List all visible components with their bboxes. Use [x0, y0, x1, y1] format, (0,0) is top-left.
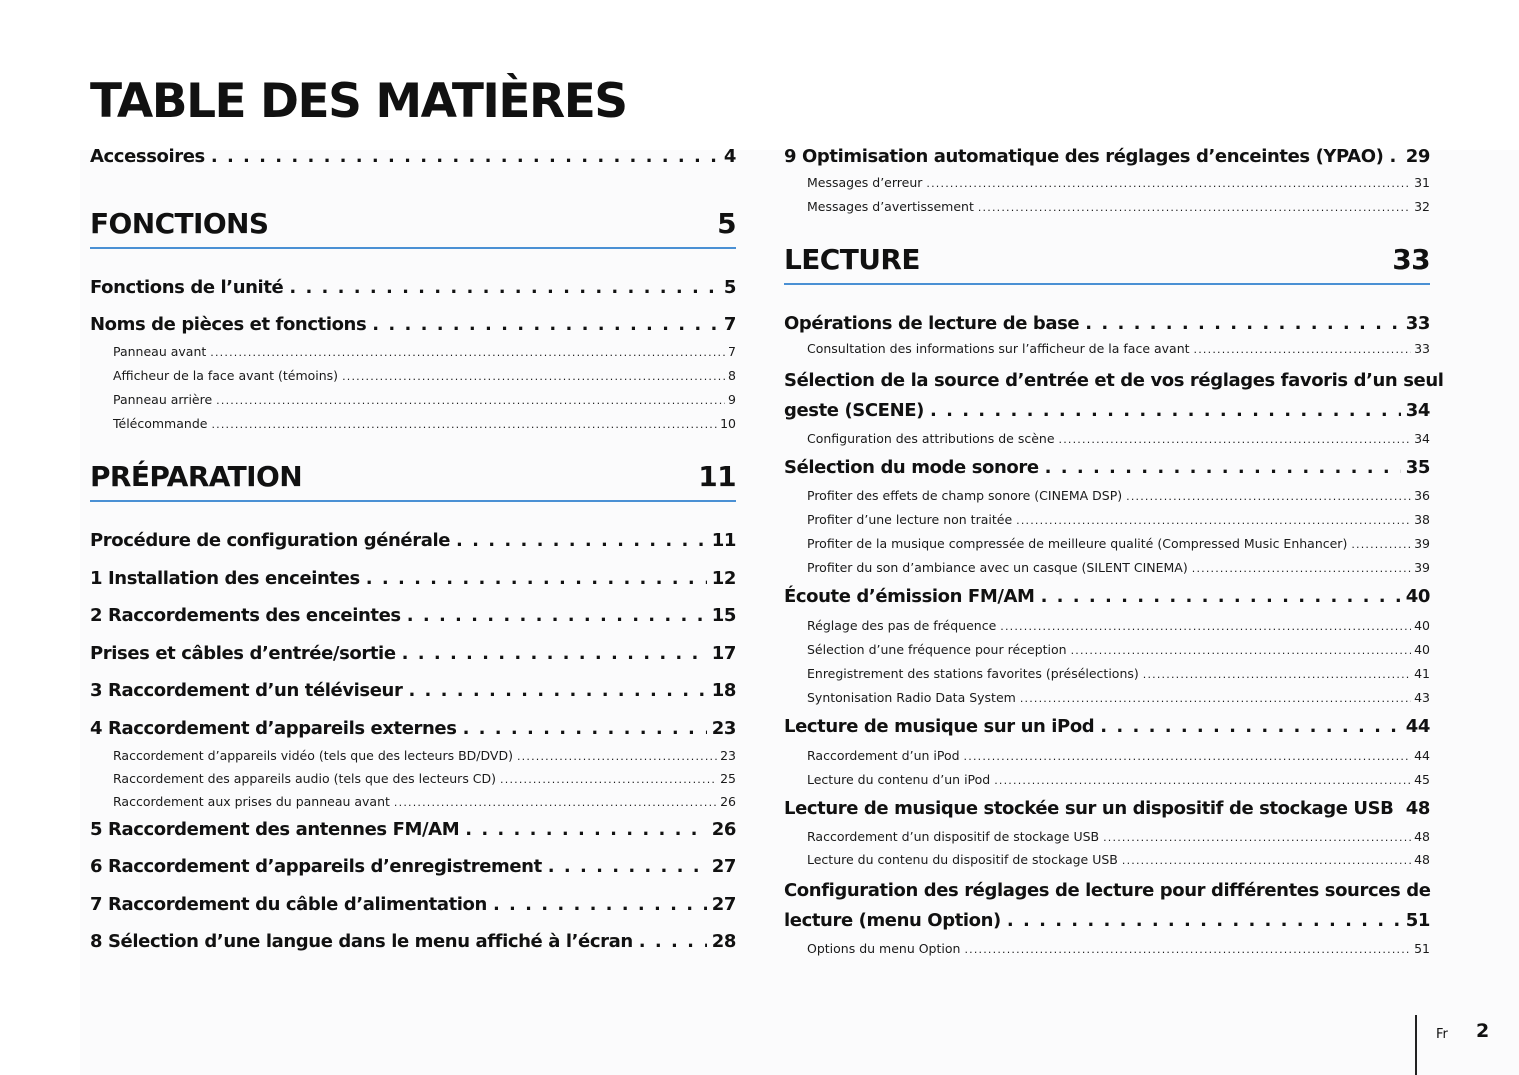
toc-sub-entry[interactable]: Panneau arrière ..... 9	[90, 390, 736, 414]
toc-entry[interactable]: Prises et câbles d’entrée/sortie . . . 17	[90, 639, 736, 677]
language-label: Fr	[1436, 1027, 1448, 1042]
toc-sub-entry[interactable]: Consultation des informations sur l’afficheur de la face avant ..... 33	[784, 339, 1430, 363]
toc-sub-entry[interactable]: Sélection d’une fréquence pour réception ..... 40	[784, 640, 1430, 664]
toc-sub-entry[interactable]: Profiter de la musique compressée de meilleure qualité (Compressed Music Enhancer) ..... 39	[784, 534, 1430, 558]
toc-sub-entry[interactable]: Messages d’erreur ..... 31	[784, 173, 1430, 197]
page-number: 2	[1476, 1020, 1490, 1042]
toc-entry[interactable]: Sélection de la source d’entrée et de vos réglages favoris d’un seul geste (SCENE) . . . 34	[784, 366, 1430, 426]
toc-sub-entry[interactable]: Afficheur de la face avant (témoins) ..... 8	[90, 366, 736, 390]
toc-sub-entry[interactable]: Options du menu Option ..... 51	[784, 939, 1430, 963]
toc-entry[interactable]: 2 Raccordements des enceintes . . . 15	[90, 601, 736, 639]
toc-entry[interactable]: Noms de pièces et fonctions . . . 7	[90, 310, 736, 342]
toc-entry[interactable]: Accessoires . . . 4	[90, 142, 736, 180]
toc-sub-entry[interactable]: Réglage des pas de fréquence ..... 40	[784, 616, 1430, 640]
toc-entry[interactable]: Lecture de musique stockée sur un dispositif de stockage USB . . . 48	[784, 794, 1430, 827]
toc-left-column	[90, 142, 736, 965]
toc-entry[interactable]: 6 Raccordement d’appareils d’enregistrement . . . 27	[90, 852, 736, 890]
toc-entry[interactable]: Lecture de musique sur un iPod . . . 44	[784, 712, 1430, 746]
toc-entry[interactable]: Procédure de configuration générale . . . 11	[90, 526, 736, 564]
toc-sub-entry[interactable]: Profiter d’une lecture non traitée ..... 38	[784, 510, 1430, 534]
section-heading-fonctions: FONCTIONS 5	[90, 207, 736, 249]
toc-sub-entry[interactable]: Raccordement d’appareils vidéo (tels que des lecteurs BD/DVD) ..... 23	[90, 746, 736, 769]
toc-right-column	[784, 142, 1444, 963]
toc-sub-entry[interactable]: Panneau avant ..... 7	[90, 342, 736, 366]
toc-sub-entry[interactable]: Raccordement d’un iPod ..... 44	[784, 746, 1430, 770]
toc-entry[interactable]: 4 Raccordement d’appareils externes . . . 23	[90, 714, 736, 746]
toc-entry[interactable]: 3 Raccordement d’un téléviseur . . . 18	[90, 676, 736, 714]
toc-entry[interactable]: Sélection du mode sonore . . . 35	[784, 453, 1430, 486]
toc-sub-entry[interactable]: Télécommande ..... 10	[90, 414, 736, 438]
toc-entry[interactable]: Écoute d’émission FM/AM . . . 40	[784, 582, 1430, 616]
footer-divider	[1415, 1015, 1417, 1075]
toc-sub-entry[interactable]: Enregistrement des stations favorites (présélections) ..... 41	[784, 664, 1430, 688]
toc-sub-entry[interactable]: Raccordement des appareils audio (tels que des lecteurs CD) ..... 25	[90, 769, 736, 792]
toc-entry[interactable]: 8 Sélection d’une langue dans le menu affiché à l’écran . . . 28	[90, 927, 736, 965]
section-heading-lecture: LECTURE 33	[784, 243, 1430, 285]
toc-entry[interactable]: 5 Raccordement des antennes FM/AM . . . 26	[90, 815, 736, 853]
toc-entry[interactable]: Opérations de lecture de base . . . 33	[784, 309, 1430, 339]
toc-sub-entry[interactable]: Raccordement aux prises du panneau avant ..... 26	[90, 792, 736, 815]
toc-entry[interactable]: 9 Optimisation automatique des réglages d’enceintes (YPAO) . . . 29	[784, 142, 1430, 173]
toc-entry[interactable]: 7 Raccordement du câble d’alimentation . . . 27	[90, 890, 736, 928]
page-title: TABLE DES MATIÈRES	[90, 74, 627, 129]
toc-sub-entry[interactable]: Syntonisation Radio Data System ..... 43	[784, 688, 1430, 712]
toc-entry[interactable]: 1 Installation des enceintes . . . 12	[90, 564, 736, 602]
toc-sub-entry[interactable]: Raccordement d’un dispositif de stockage USB ..... 48	[784, 827, 1430, 850]
toc-entry[interactable]: Configuration des réglages de lecture pour différentes sources de lecture (menu Option) . . . 51	[784, 876, 1430, 936]
toc-sub-entry[interactable]: Profiter du son d’ambiance avec un casque (SILENT CINEMA) ..... 39	[784, 558, 1430, 582]
toc-sub-entry[interactable]: Configuration des attributions de scène ..... 34	[784, 429, 1430, 453]
toc-sub-entry[interactable]: Messages d’avertissement ..... 32	[784, 197, 1430, 221]
toc-entry[interactable]: Fonctions de l’unité . . . 5	[90, 273, 736, 311]
toc-sub-entry[interactable]: Lecture du contenu d’un iPod ..... 45	[784, 770, 1430, 794]
section-heading-preparation: PRÉPARATION 11	[90, 460, 736, 502]
toc-sub-entry[interactable]: Profiter des effets de champ sonore (CINEMA DSP) ..... 36	[784, 486, 1430, 510]
toc-sub-entry[interactable]: Lecture du contenu du dispositif de stockage USB ..... 48	[784, 850, 1430, 873]
